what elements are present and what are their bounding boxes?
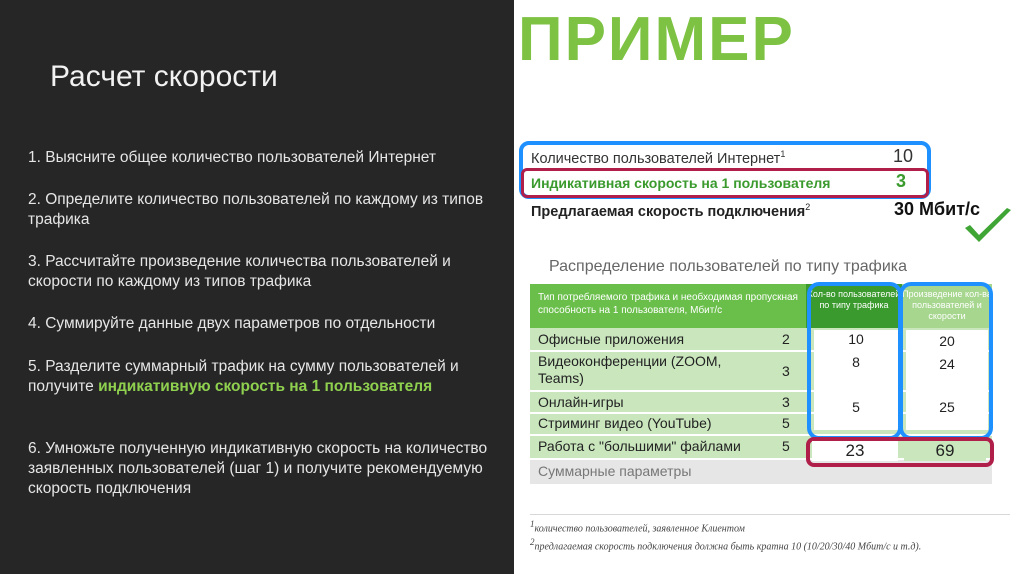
- step-5-highlight: индикативную скорость на 1 пользователя: [98, 378, 433, 395]
- footnote-2: 2предлагаемая скорость подключения должна быть кратна 10 (10/20/30/40 Мбит/с и т.д).: [530, 537, 922, 553]
- table-header-main: Тип потребляемого трафика и необходимая пропускная способность на 1 пользователя, Мбит/с: [530, 284, 806, 328]
- cell-product: 24: [939, 356, 955, 372]
- step-4: 4. Суммируйте данные двух параметров по отдельности: [28, 315, 436, 332]
- footnote-divider: [530, 514, 1010, 515]
- users-label: [531, 149, 785, 167]
- footnote-2-text: предлагаемая скорость подключения должна быть кратна 10 (10/20/30/40 Мбит/с и т.д).: [534, 541, 922, 553]
- product-column-box: [899, 282, 993, 440]
- row-label: Офисные приложения: [538, 331, 685, 347]
- row-speed: 2: [782, 331, 790, 347]
- cell-users: 8: [852, 354, 860, 370]
- row-label: Онлайн-игры: [538, 394, 624, 410]
- cell-users: 5: [852, 399, 860, 415]
- step-2: 2. Определите количество пользователей по каждому из типов трафика: [28, 191, 484, 228]
- indicative-label: Индикативная скорость на 1 пользователя: [531, 175, 831, 191]
- users-value: 10: [893, 146, 914, 166]
- proposed-value: 30 Мбит/с: [894, 199, 981, 219]
- cell-product: 20: [939, 333, 955, 349]
- cell-users: 10: [848, 331, 864, 347]
- proposed-label-text: Предлагаемая скорость подключения: [531, 203, 806, 220]
- indicative-value: 3: [896, 171, 907, 191]
- table-header-users: Кол-во пользователей по типу трафика: [806, 284, 902, 328]
- step-1: 1. Выясните общее количество пользователей Интернет: [28, 149, 436, 166]
- users-label-text: Количество пользователей Интернет: [531, 150, 781, 167]
- step-3: 3. Рассчитайте произведение количества пользователей и скорости по каждому из типов трафика: [28, 253, 451, 290]
- row-label: Стриминг видео (YouTube): [538, 415, 712, 431]
- summary-label: Суммарные параметры: [538, 463, 692, 479]
- users-column-box: [807, 282, 902, 440]
- proposed-label: [531, 202, 810, 220]
- total-product: 69: [904, 441, 986, 461]
- example-header: ПРИМЕР: [518, 5, 795, 74]
- footnote-1-text: количество пользователей, заявленное Клиентом: [534, 523, 745, 535]
- row-speed: 3: [782, 363, 790, 379]
- row-label: Работа с "большими" файлами: [538, 438, 741, 454]
- footnote-1: 1количество пользователей, заявленное Клиентом: [530, 519, 745, 535]
- row-label: Видеоконференции (ZOOM, Teams): [538, 353, 722, 386]
- total-users: 23: [812, 441, 898, 461]
- table-title: Распределение пользователей по типу трафика: [549, 258, 907, 275]
- step-5-text: 5. Разделите суммарный трафик на сумму пользователей и получите: [28, 358, 459, 395]
- proposed-footnote-mark: 2: [805, 202, 811, 212]
- page-title: Расчет скорости: [50, 60, 278, 93]
- row-speed: 3: [782, 394, 790, 410]
- row-speed: 5: [782, 438, 790, 454]
- users-footnote-mark: 1: [780, 149, 786, 159]
- step-6: 6. Умножьте полученную индикативную скорость на количество заявленных пользователей (шаг 1) и получите рекомендуемую скорость подключения: [28, 440, 488, 497]
- row-speed: 5: [782, 415, 790, 431]
- checkmark-icon: [962, 206, 1014, 246]
- step-5: [28, 357, 498, 397]
- table-header-product: Произведение кол-ва пользователей и скорости: [902, 284, 992, 328]
- cell-product: 25: [939, 399, 955, 415]
